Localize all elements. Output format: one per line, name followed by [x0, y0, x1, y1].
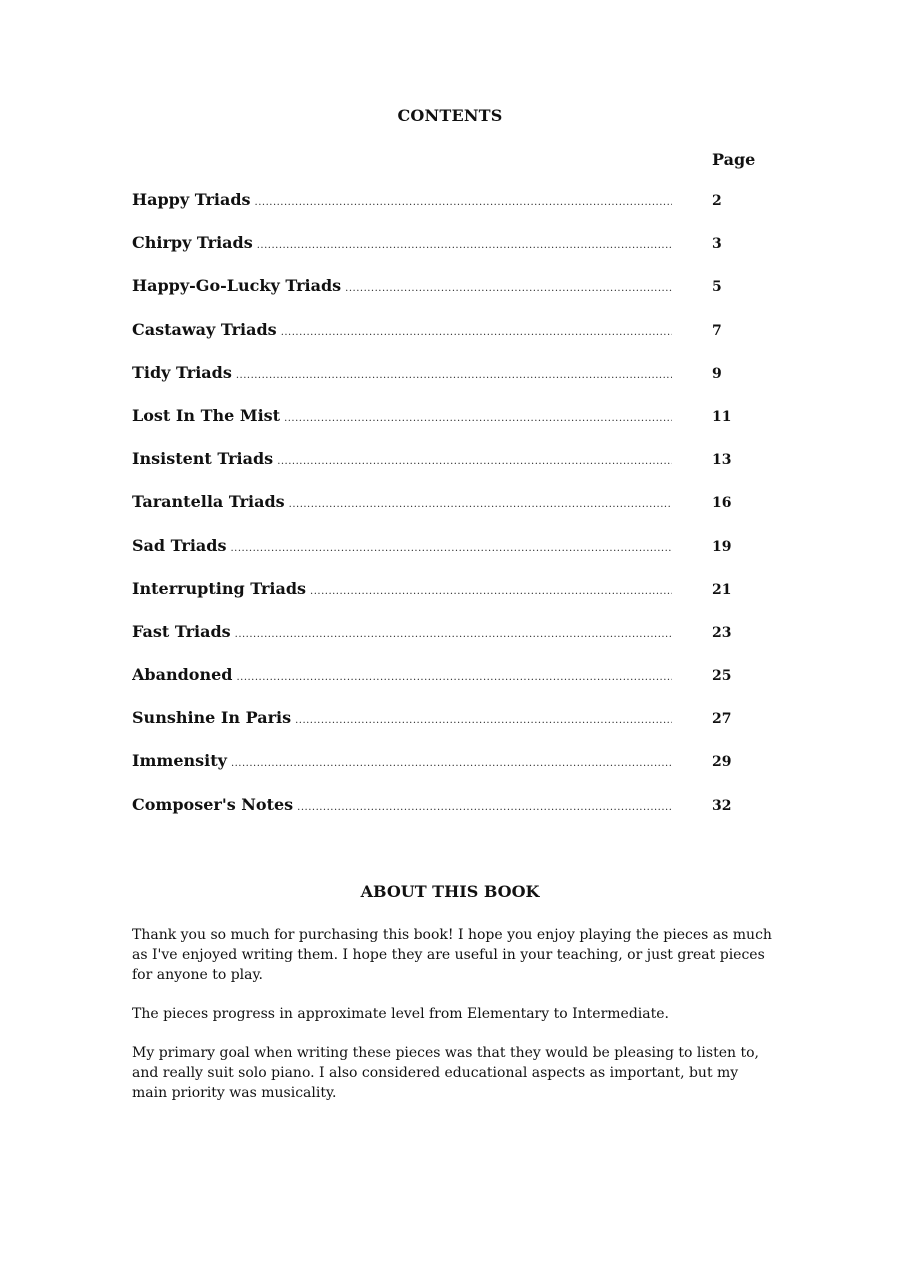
toc-entry[interactable] — [132, 190, 772, 233]
dot-leader — [297, 802, 672, 813]
toc-entry[interactable] — [132, 276, 772, 319]
about-paragraph: Thank you so much for purchasing this book! I hope you enjoy playing the pieces as much as I've enjoyed writing them. I hope they are useful in your teaching, or just great pieces for anyone to play. — [132, 927, 772, 983]
toc-entry-page: 11 — [712, 408, 732, 425]
table-of-contents — [132, 190, 772, 838]
toc-entry-page: 9 — [712, 365, 722, 382]
dot-leader — [289, 499, 672, 510]
dot-leader — [284, 413, 672, 424]
about-paragraph: My primary goal when writing these pieces was that they would be pleasing to listen to, and really suit solo piano. I also considered educational aspects as important, but my main priority was musicality. — [132, 1045, 759, 1101]
dot-leader — [281, 327, 672, 338]
dot-leader — [231, 758, 672, 769]
dot-leader — [295, 715, 672, 726]
toc-entry-page: 21 — [712, 581, 732, 598]
about-heading: ABOUT THIS BOOK — [360, 882, 540, 901]
toc-entry-title: Chirpy Triads — [132, 233, 253, 253]
toc-entry-title: Sunshine In Paris — [132, 708, 292, 728]
toc-entry[interactable] — [132, 665, 772, 708]
toc-entry[interactable] — [132, 708, 772, 751]
toc-entry[interactable] — [132, 406, 772, 449]
toc-entry[interactable] — [132, 363, 772, 406]
toc-entry-title: Tarantella Triads — [132, 492, 285, 512]
toc-entry-title: Tidy Triads — [132, 362, 232, 382]
toc-entry-page: 2 — [712, 193, 722, 209]
toc-entry-page: 16 — [712, 495, 732, 512]
toc-entry-page: 7 — [712, 322, 722, 339]
toc-entry-title: Sad Triads — [132, 535, 227, 555]
page-column-header: Page — [712, 150, 756, 169]
toc-entry-title: Interrupting Triads — [132, 578, 307, 598]
dot-leader — [255, 197, 672, 208]
toc-entry[interactable] — [132, 795, 772, 838]
dot-leader — [277, 456, 672, 467]
toc-entry-title: Lost In The Mist — [132, 405, 281, 425]
toc-entry-page: 32 — [712, 797, 732, 814]
toc-entry[interactable] — [132, 579, 772, 622]
toc-entry[interactable] — [132, 622, 772, 665]
toc-entry-page: 5 — [712, 279, 722, 296]
toc-entry-title: Abandoned — [132, 665, 233, 685]
dot-leader — [235, 629, 672, 640]
toc-entry[interactable] — [132, 233, 772, 276]
toc-entry[interactable] — [132, 536, 772, 579]
toc-entry-page: 25 — [712, 668, 732, 685]
about-section — [132, 925, 772, 1122]
toc-entry-page: 29 — [712, 754, 732, 771]
toc-entry-title: Composer's Notes — [132, 794, 294, 814]
about-paragraph: The pieces progress in approximate level from Elementary to Intermediate. — [132, 1006, 669, 1022]
toc-entry-title: Happy Triads — [132, 190, 251, 209]
dot-leader — [310, 586, 672, 597]
toc-entry-title: Happy-Go-Lucky Triads — [132, 276, 342, 296]
toc-entry-title: Fast Triads — [132, 621, 231, 641]
toc-entry-page: 3 — [712, 236, 722, 253]
toc-entry[interactable] — [132, 320, 772, 363]
dot-leader — [236, 672, 672, 683]
dot-leader — [236, 370, 672, 381]
toc-entry-page: 19 — [712, 538, 732, 555]
toc-entry-page: 27 — [712, 711, 732, 728]
toc-entry-title: Insistent Triads — [132, 449, 274, 469]
toc-entry-title: Immensity — [132, 751, 227, 771]
toc-entry[interactable] — [132, 751, 772, 794]
toc-entry[interactable] — [132, 492, 772, 535]
toc-entry-page: 23 — [712, 624, 732, 641]
toc-entry-page: 13 — [712, 452, 732, 469]
toc-entry[interactable] — [132, 449, 772, 492]
dot-leader — [231, 543, 673, 554]
dot-leader — [345, 283, 672, 294]
contents-heading: CONTENTS — [397, 106, 503, 125]
dot-leader — [257, 240, 672, 251]
toc-entry-title: Castaway Triads — [132, 319, 277, 339]
